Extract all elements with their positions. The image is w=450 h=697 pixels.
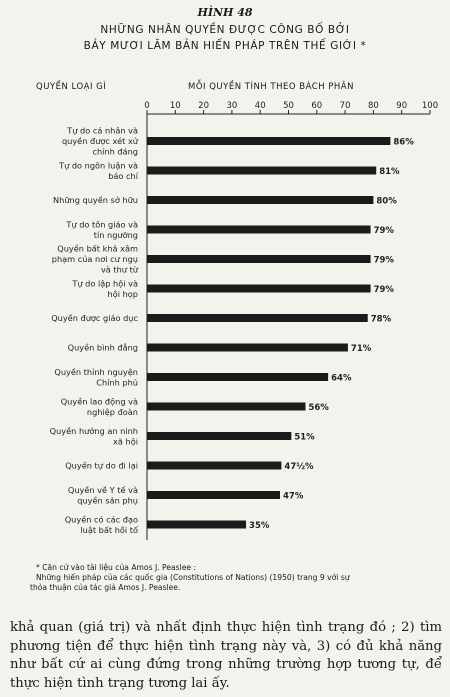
bar-value-label: 64% (331, 373, 352, 384)
category-label (65, 514, 138, 536)
bar (147, 285, 371, 293)
bar (147, 344, 348, 352)
bar-value-label: 79% (373, 255, 394, 266)
bar (147, 462, 281, 470)
category-label-line: Quyền có các đạo (64, 514, 138, 525)
category-label-line: luật bất hồi tố (80, 524, 138, 535)
category-label-line: Tự do lập hội và (72, 278, 138, 289)
x-tick-label: 100 (421, 101, 439, 111)
figure-title-line-1: NHỮNG NHÂN QUYỀN ĐƯỢC CÔNG BỐ BỞI (100, 24, 350, 36)
x-tick-label: 60 (311, 101, 323, 111)
category-column-header: QUYỀN LOẠI GÌ (36, 82, 107, 92)
bar (147, 491, 280, 499)
bar-value-label: 51% (294, 432, 315, 443)
category-label (58, 160, 139, 181)
bar-value-label: 56% (308, 403, 329, 413)
bar-value-label: 81% (379, 167, 400, 177)
category-label-line: nghiệp đoàn (86, 406, 138, 417)
x-tick-label: 50 (283, 101, 294, 111)
x-tick-label: 90 (396, 101, 408, 111)
x-tick-label: 10 (169, 101, 181, 111)
category-label-line: Quyền lao động và (60, 396, 138, 407)
category-label-line: Những quyền sở hữu (53, 195, 138, 205)
bar-value-label: 86% (393, 137, 414, 148)
category-label (50, 426, 138, 447)
category-label (65, 461, 138, 472)
bar (147, 226, 371, 234)
x-tick-label: 30 (226, 101, 238, 111)
bar (147, 521, 246, 529)
category-label-line: Chính phủ (96, 377, 138, 388)
x-tick-label: 70 (339, 101, 351, 111)
bar-value-label: 35% (249, 521, 270, 531)
footnote-line-2: Những hiến pháp của các quốc gia (Constitutions of Nations) (1950) trang 9 với sự (36, 573, 350, 582)
footnote (30, 563, 430, 593)
category-label-line: quyền sản phụ (77, 495, 138, 506)
category-label-line: Quyền bình đẳng (67, 342, 138, 353)
category-label-line: và thư từ (100, 264, 138, 275)
bar (147, 137, 390, 145)
category-label (62, 126, 139, 157)
category-label-line: Quyền thỉnh nguyện (54, 366, 138, 377)
footnote-line-3: thỏa thuận của tác giả Amos J. Peaslee. (30, 583, 181, 592)
bar (147, 373, 328, 381)
bar-value-label: 47½% (284, 462, 314, 472)
category-label-line: Quyền bất khả xâm (57, 243, 138, 254)
category-label-line: Quyền về Y tế và (67, 484, 138, 495)
x-tick-label: 20 (198, 101, 210, 111)
bar (147, 255, 371, 263)
category-label-line: Tự do cá nhân và (67, 125, 138, 136)
bar-value-label: 47% (283, 491, 304, 502)
bar (147, 432, 291, 440)
figure-title-line-2: BẢY MƯƠI LĂM BẢN HIẾN PHÁP TRÊN THẾ GIỚI * (83, 40, 367, 52)
category-label-line: chính đáng (92, 146, 138, 157)
category-label-line: xã hội (113, 436, 138, 447)
bar-value-label: 71% (350, 344, 372, 354)
category-label-line: Tự do ngôn luận và (59, 160, 138, 171)
bar (147, 314, 368, 322)
category-label-line: hội họp (107, 288, 138, 299)
category-label (65, 219, 138, 240)
category-label (52, 244, 139, 275)
category-label (53, 195, 138, 205)
category-label-line: Tự do tôn giáo và (66, 219, 138, 230)
category-label-line: phạm của nơi cư ngụ (51, 254, 138, 264)
figure-label: HÌNH 48 (197, 6, 253, 19)
footnote-line-1: * Căn cứ vào tài liệu của Amos J. Peaslee : (36, 563, 197, 572)
bar (147, 403, 305, 411)
category-label-line: Quyền được giáo dục (51, 313, 138, 323)
category-label-line: Quyền hưởng an ninh (49, 425, 138, 436)
value-column-header: MỖI QUYỀN TÍNH THEO BÁCH PHÂN (188, 82, 354, 92)
category-label (54, 367, 138, 388)
category-label (68, 485, 138, 507)
bar (147, 167, 376, 175)
category-label (61, 396, 138, 417)
x-tick-label: 80 (367, 101, 379, 111)
bar-value-label: 79% (373, 226, 394, 236)
category-label-line: Quyền tự do đi lại (65, 460, 138, 471)
bar-value-label: 79% (373, 285, 394, 295)
bar-value-label: 80% (376, 196, 397, 207)
category-label-line: tín ngưỡng (93, 229, 138, 240)
body-paragraph: khả quan (giá trị) và nhất định thực hiện tình trạng đó ; 2) tìm phương tiện để thực hiện tình trạng này và, 3) có đủ khả năng như bất cứ ai cùng đứng trong những trường hợp tương tự, để thực hiện tình trạng tương lai ấy. (10, 620, 442, 691)
category-label (68, 343, 138, 353)
category-label (51, 313, 138, 324)
category-label-line: quyền được xét xử (61, 136, 138, 146)
x-tick-label: 0 (144, 101, 150, 111)
category-label-line: báo chí (108, 170, 138, 181)
x-tick-label: 40 (254, 101, 266, 111)
bar (147, 196, 373, 204)
bar-value-label: 78% (370, 314, 392, 325)
category-label (71, 278, 138, 299)
